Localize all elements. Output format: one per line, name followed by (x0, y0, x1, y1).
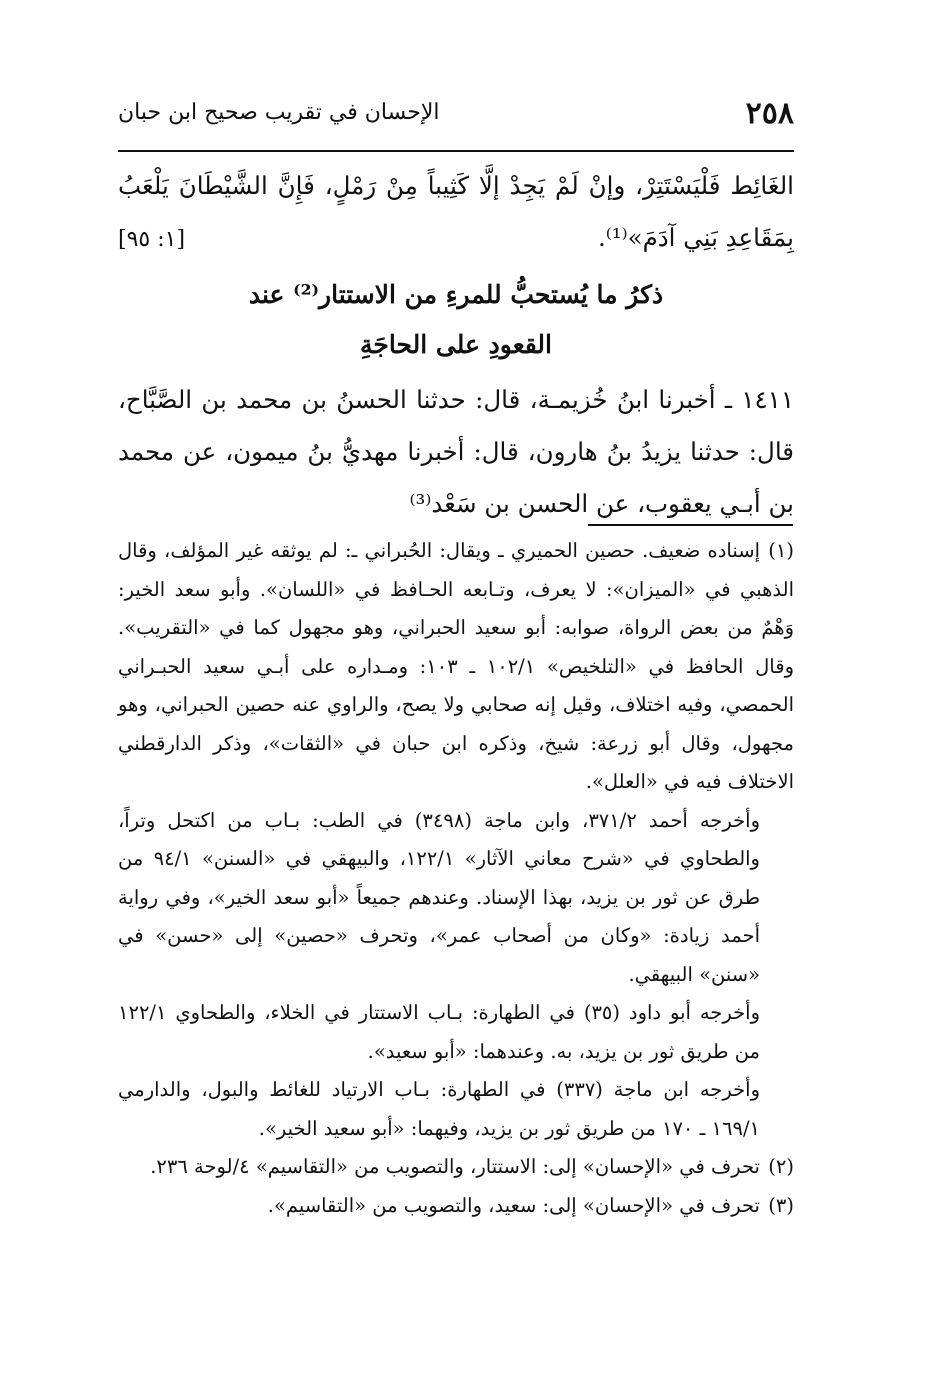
footnote-text: إسناده ضعيف. حصين الحميري ـ ويقال: الحُبراني ـ: لم يوثقه غير المؤلف، وقال الذهبي في «الميزان»: لا يعرف، وتـابعه الحـافظ في «اللسان». وأبو سعد الخير: وَهْمٌ من بعض الرواة، صوابه: أبو سعيد الحبراني، وهو مجهول كما في «التقريب». وقال الحافظ في «التلخيص» ١٠٢/١ ـ ١٠٣: ومـداره على أبـي سعيد الحبـراني الحمصي، وفيه اختلاف، وقيل إنه صحابي ولا يصح، والراوي عنه حصين الحبراني، وهو مجهول، وقال أبو زرعة: شيخ، وذكره ابن حبان في «الثقات»، وذكر الدارقطني الاختلاف فيه في «العلل». (118, 539, 794, 793)
footnote-rule (588, 524, 793, 526)
opening-paragraph (118, 160, 794, 264)
footnote-2 (118, 1148, 794, 1187)
heading-line-1: ذكرُ ما يُستحبُّ للمرءِ من الاستتار⁽²⁾ عند (248, 280, 664, 309)
hadith-reference: [١: ٩٥] (118, 227, 186, 252)
footnote-1-paragraph: وأخرجه ابن ماجة (٣٣٧) في الطهارة: بـاب الارتياد للغائط والبول، والدارمي ١٦٩/١ ـ ١٧٠ من طريق ثور بن يزيد، وفيهما: «أبو سعيد الخير». (118, 1078, 760, 1140)
footnote-text: تحرف في «الإحسان» إلى: الاستتار، والتصويب من «التقاسيم» ٤/لوحة ٢٣٦. (150, 1155, 760, 1178)
footnote-1-paragraph: وأخرجه أحمد ٣٧١/٢، وابن ماجة (٣٤٩٨) في الطب: بـاب من اكتحل وتراً، والطحاوي في «شرح معاني الآثار» ١٢٢/١، والبيهقي في «السنن» ٩٤/١ من طرق عن ثور بن يزيد، بهذا الإسناد. وعندهم جميعاً «أبو سعد الخير»، وفي رواية أحمد زيادة: «وكان من أصحاب عمر»، وتحرف «حصين» إلى «حسن» في «سنن» البيهقي. (118, 808, 760, 986)
opening-text: الغَائِط فَلْيَسْتَتِرْ، وإنْ لَمْ يَجِدْ إلَّا كَثِيباً مِنْ رَمْلٍ، فَإِنَّ الشَّيْطَانَ يَلْعَبُ بِمَقَاعِدِ بَنِي آدَمَ»⁽¹⁾. (118, 171, 794, 252)
footnote-1 (118, 532, 794, 802)
header-rule (118, 150, 794, 152)
hadith-paragraph: ١٤١١ ـ أخبرنا ابنُ خُزيمـة، قال: حدثنا الحسنُ بن محمد بن الصَّبَّاح، قال: حدثنا يزيدُ بنُ هارون، قال: أخبرنا مهديُّ بنُ ميمون، عن محمد بن أبـي يعقوب، عن الحسن بن سَعْد⁽³⁾ (118, 385, 794, 518)
footnote-1-paragraph: وأخرجه أبو داود (٣٥) في الطهارة: بـاب الاستتار في الخلاء، والطحاوي ١٢٢/١ من طريق ثور بن يزيد، به. وعندهما: «أبو سعيد». (118, 1001, 760, 1063)
footnote-3 (118, 1187, 794, 1226)
page-header (118, 96, 794, 136)
chapter-heading (118, 270, 794, 370)
main-text (118, 160, 794, 530)
footnote-number: (٢) (768, 1155, 794, 1178)
footnote-number: (٣) (768, 1193, 794, 1217)
footnotes (118, 532, 794, 1225)
heading-line-2: القعودِ على الحاجَةِ (360, 330, 552, 359)
page-number: ٢٥٨ (745, 96, 794, 131)
footnote-text: تحرف في «الإحسان» إلى: سعيد، والتصويب من «التقاسيم». (267, 1193, 760, 1217)
running-title: الإحسان في تقريب صحيح ابن حبان (118, 100, 440, 125)
footnote-number: (١) (768, 539, 794, 562)
